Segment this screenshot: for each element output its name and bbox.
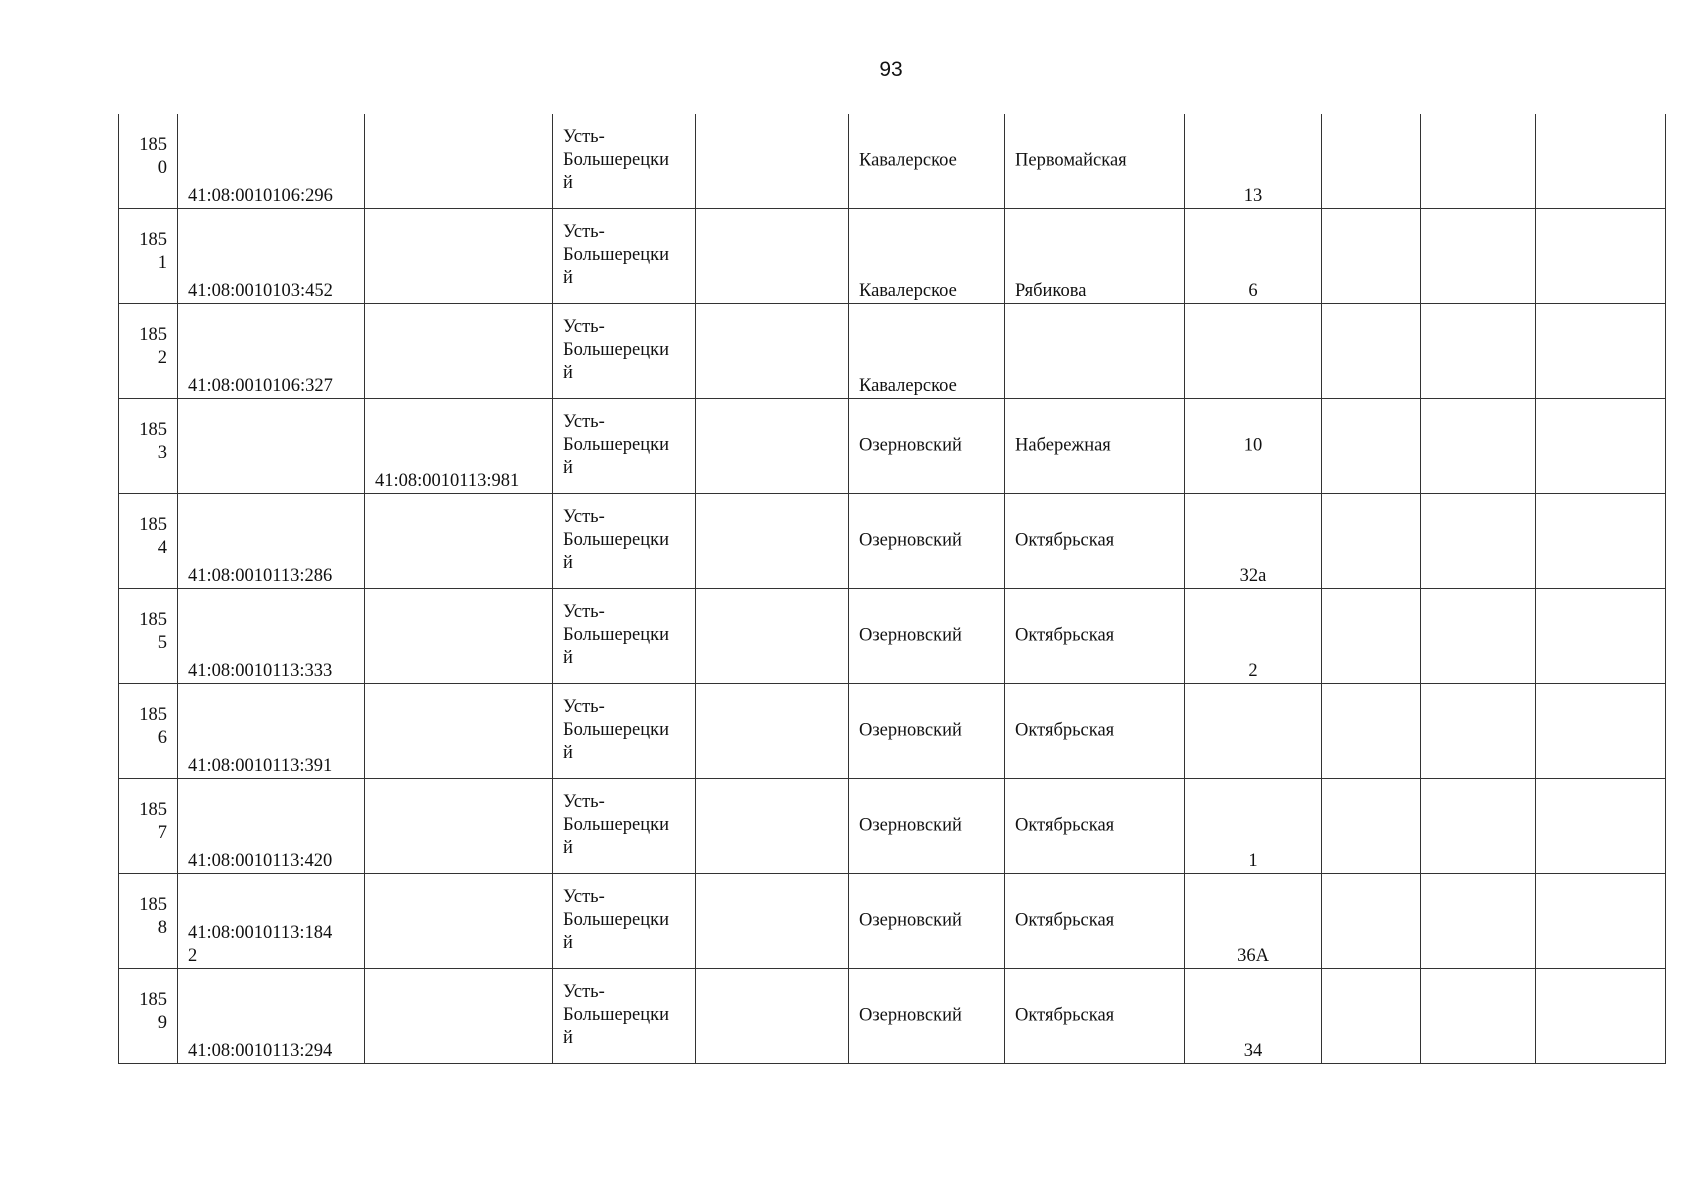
district-name: Усть- Большерецки й [563,792,670,858]
building-cadastral-cell [365,779,553,874]
empty-cell [1421,779,1536,874]
street-cell [1005,494,1185,589]
empty-cell [696,684,849,779]
settlement-name: Озерновский [859,815,962,836]
empty-cell [1536,684,1666,779]
empty-cell [1536,494,1666,589]
building-cadastral-cell [365,874,553,969]
settlement-name: Озерновский [859,1005,962,1026]
table-row [119,874,1666,969]
empty-cell [696,589,849,684]
settlement-cell [849,304,1005,399]
cadastral-number: 41:08:0010113:294 [188,1041,333,1061]
house-number: 6 [1248,281,1258,301]
district-cell [553,399,696,494]
building-cadastral-cell [365,304,553,399]
district-name: Усть- Большерецки й [563,412,670,478]
settlement-cell [849,684,1005,779]
row-number-cell [119,209,178,304]
empty-cell [1421,969,1536,1064]
district-cell [553,969,696,1064]
empty-cell [696,399,849,494]
empty-cell [1536,874,1666,969]
table-row [119,304,1666,399]
street-name: Набережная [1015,435,1111,456]
empty-cell [1421,114,1536,209]
street-cell [1005,399,1185,494]
district-cell [553,684,696,779]
empty-cell [1322,684,1421,779]
street-name: Октябрьская [1015,530,1115,551]
cadastral-number-cell [178,209,365,304]
row-number-cell [119,779,178,874]
empty-cell [696,304,849,399]
settlement-cell [849,399,1005,494]
empty-cell [1322,874,1421,969]
district-name: Усть- Большерецки й [563,602,670,668]
street-cell [1005,209,1185,304]
building-cadastral-cell [365,589,553,684]
house-cell [1185,874,1322,969]
cadastral-number: 41:08:0010113:184 2 [188,923,333,966]
house-cell [1185,684,1322,779]
house-number: 2 [1248,661,1258,681]
district-name: Усть- Большерецки й [563,887,670,953]
house-cell [1185,304,1322,399]
empty-cell [696,969,849,1064]
empty-cell [696,874,849,969]
empty-cell [1322,399,1421,494]
building-cadastral-cell [365,399,553,494]
district-cell [553,209,696,304]
district-cell [553,779,696,874]
empty-cell [1322,779,1421,874]
house-number: 34 [1243,1041,1263,1061]
settlement-name: Кавалерское [859,376,957,396]
empty-cell [1421,589,1536,684]
table-row [119,684,1666,779]
district-name: Усть- Большерецки й [563,222,670,288]
building-cadastral-cell [365,684,553,779]
settlement-cell [849,589,1005,684]
street-cell [1005,114,1185,209]
settlement-cell [849,494,1005,589]
street-cell [1005,304,1185,399]
empty-cell [696,114,849,209]
house-number: 1 [1248,851,1258,871]
settlement-cell [849,114,1005,209]
row-number: 185 4 [139,515,167,558]
settlement-name: Озерновский [859,910,962,931]
street-name: Октябрьская [1015,720,1115,741]
cadastral-number-cell [178,494,365,589]
row-number: 185 9 [139,990,167,1033]
building-cadastral-cell [365,969,553,1064]
row-number-cell [119,114,178,209]
street-cell [1005,779,1185,874]
district-cell [553,589,696,684]
cadastral-number: 41:08:0010113:420 [188,851,333,871]
empty-cell [1322,209,1421,304]
settlement-cell [849,779,1005,874]
row-number-cell [119,494,178,589]
empty-cell [1322,114,1421,209]
empty-cell [1421,494,1536,589]
district-name: Усть- Большерецки й [563,507,670,573]
building-cadastral-cell [365,494,553,589]
empty-cell [1536,209,1666,304]
house-cell [1185,399,1322,494]
cadastral-number: 41:08:0010113:391 [188,756,333,776]
row-number: 185 7 [139,800,167,843]
street-name: Первомайская [1015,150,1127,171]
row-number: 185 0 [139,135,167,178]
empty-cell [1421,874,1536,969]
district-name: Усть- Большерецки й [563,127,670,193]
empty-cell [1421,304,1536,399]
district-cell [553,874,696,969]
district-name: Усть- Большерецки й [563,317,670,383]
building-cadastral-cell [365,209,553,304]
row-number: 185 2 [139,325,167,368]
settlement-cell [849,874,1005,969]
street-name: Рябикова [1015,281,1087,301]
settlement-name: Озерновский [859,530,962,551]
district-cell [553,114,696,209]
street-cell [1005,874,1185,969]
cadastral-number-cell [178,779,365,874]
row-number-cell [119,399,178,494]
cadastral-number-cell [178,399,365,494]
street-cell [1005,969,1185,1064]
district-cell [553,494,696,589]
row-number: 185 8 [139,895,167,938]
house-number: 36А [1237,946,1269,966]
empty-cell [1322,589,1421,684]
settlement-cell [849,209,1005,304]
empty-cell [1536,399,1666,494]
cadastral-number-cell [178,969,365,1064]
row-number-cell [119,589,178,684]
table-row [119,114,1666,209]
row-number-cell [119,874,178,969]
table-row [119,209,1666,304]
street-name: Октябрьская [1015,815,1115,836]
district-name: Усть- Большерецки й [563,982,670,1048]
empty-cell [696,779,849,874]
table-row [119,779,1666,874]
table-body [119,114,1666,1064]
row-number: 185 6 [139,705,167,748]
row-number-cell [119,684,178,779]
table-row [119,969,1666,1064]
cadastral-number-cell [178,304,365,399]
table-row [119,494,1666,589]
cadastral-number-cell [178,684,365,779]
settlement-name: Кавалерское [859,281,957,301]
empty-cell [1421,684,1536,779]
empty-cell [1421,399,1536,494]
house-cell [1185,114,1322,209]
street-name: Октябрьская [1015,625,1115,646]
house-cell [1185,589,1322,684]
row-number: 185 3 [139,420,167,463]
table-row [119,399,1666,494]
settlement-cell [849,969,1005,1064]
empty-cell [1536,969,1666,1064]
empty-cell [1536,114,1666,209]
cadastral-number-cell [178,874,365,969]
house-number: 32а [1239,566,1267,586]
house-number: 10 [1243,435,1263,456]
row-number: 185 5 [139,610,167,653]
cadastral-number: 41:08:0010106:296 [188,186,333,206]
empty-cell [1536,589,1666,684]
empty-cell [1322,494,1421,589]
street-cell [1005,589,1185,684]
settlement-name: Озерновский [859,625,962,646]
cadastral-number: 41:08:0010113:333 [188,661,333,681]
cadastral-number: 41:08:0010103:452 [188,281,333,301]
street-name: Октябрьская [1015,910,1115,931]
house-cell [1185,494,1322,589]
empty-cell [1322,304,1421,399]
settlement-name: Озерновский [859,720,962,741]
empty-cell [1421,209,1536,304]
street-name: Октябрьская [1015,1005,1115,1026]
street-cell [1005,684,1185,779]
building-cadastral-number: 41:08:0010113:981 [375,471,520,491]
cadastral-number-cell [178,114,365,209]
house-cell [1185,969,1322,1064]
row-number: 185 1 [139,230,167,273]
empty-cell [696,209,849,304]
cadastral-number-cell [178,589,365,684]
page-number: 93 [879,58,903,81]
settlement-name: Озерновский [859,435,962,456]
settlement-name: Кавалерское [859,150,957,171]
house-cell [1185,209,1322,304]
district-cell [553,304,696,399]
building-cadastral-cell [365,114,553,209]
registry-table [118,114,1666,1064]
empty-cell [1536,779,1666,874]
empty-cell [1536,304,1666,399]
cadastral-number: 41:08:0010113:286 [188,566,333,586]
empty-cell [1322,969,1421,1064]
house-cell [1185,779,1322,874]
cadastral-number: 41:08:0010106:327 [188,376,333,396]
house-number: 13 [1243,186,1263,206]
district-name: Усть- Большерецки й [563,697,670,763]
empty-cell [696,494,849,589]
row-number-cell [119,969,178,1064]
table-row [119,589,1666,684]
row-number-cell [119,304,178,399]
